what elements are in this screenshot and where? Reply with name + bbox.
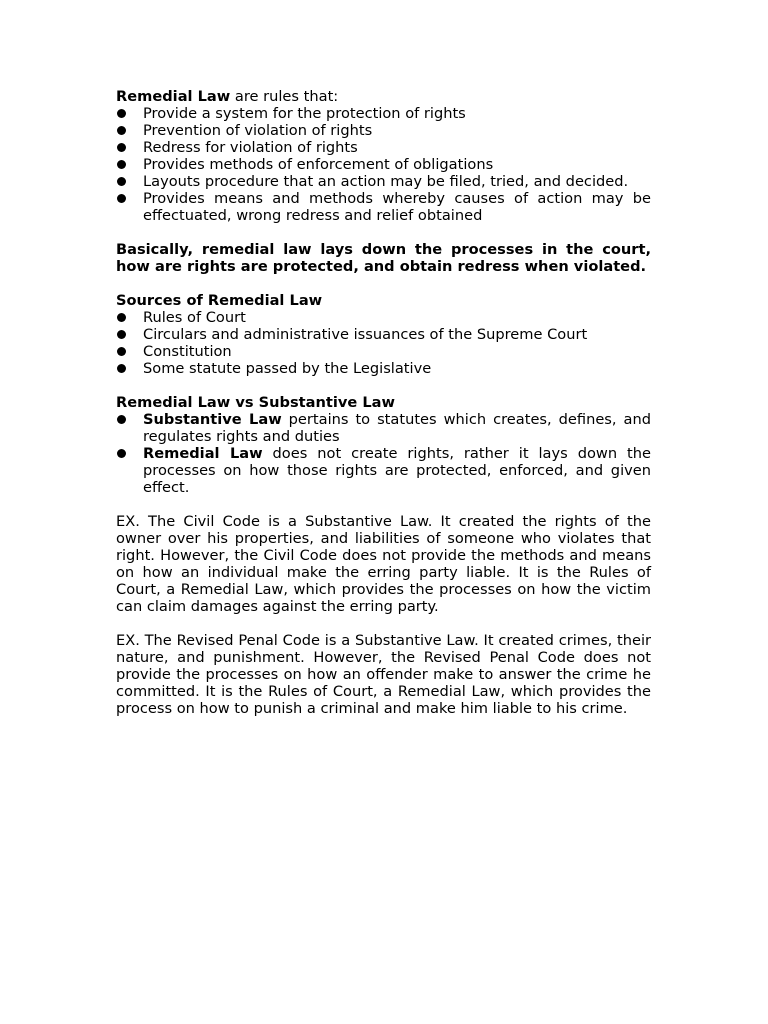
list-item: Constitution bbox=[116, 343, 651, 360]
bullet-icon bbox=[117, 126, 126, 135]
spacer bbox=[116, 377, 651, 394]
spacer bbox=[116, 615, 651, 632]
comparison-heading: Remedial Law vs Substantive Law bbox=[116, 394, 395, 411]
list-item: Redress for violation of rights bbox=[116, 139, 651, 156]
list-item: Some statute passed by the Legislative bbox=[116, 360, 651, 377]
list-item: Provides means and methods whereby causes of action may be effectuated, wrong redress and relief obtained bbox=[116, 190, 651, 224]
sources-list bbox=[116, 309, 651, 377]
bullet-icon bbox=[117, 330, 126, 339]
civil-code-example: EX. The Civil Code is a Substantive Law. It created the rights of the owner over his properties, and liabilities of someone who violates that right. However, the Civil Code does not provide the methods and means on how an individual make the erring party liable. It is the Rules of Court, a Remedial Law, which provides the processes on how the victim can claim damages against the erring party. bbox=[116, 513, 651, 615]
bullet-icon bbox=[117, 160, 126, 169]
bullet-icon bbox=[117, 194, 126, 203]
bullet-icon bbox=[117, 143, 126, 152]
list-item: Remedial Law does not create rights, rather it lays down the processes on how those rights are protected, enforced, and given effect. bbox=[116, 445, 651, 496]
intro-term: Remedial Law bbox=[116, 88, 231, 105]
remedial-term: Remedial Law bbox=[143, 445, 263, 462]
bullet-icon bbox=[117, 177, 126, 186]
spacer bbox=[116, 224, 651, 241]
substantive-term: Substantive Law bbox=[143, 411, 282, 428]
intro-rest: are rules that: bbox=[230, 88, 339, 105]
comparison-list bbox=[116, 411, 651, 496]
spacer bbox=[116, 496, 651, 513]
list-item: Provides methods of enforcement of obligations bbox=[116, 156, 651, 173]
list-item: Provide a system for the protection of rights bbox=[116, 105, 651, 122]
list-item: Rules of Court bbox=[116, 309, 651, 326]
list-item: Layouts procedure that an action may be filed, tried, and decided. bbox=[116, 173, 651, 190]
list-item: Prevention of violation of rights bbox=[116, 122, 651, 139]
document-page bbox=[116, 88, 651, 717]
bullet-icon bbox=[117, 364, 126, 373]
bullet-icon bbox=[117, 449, 126, 458]
bullet-icon bbox=[117, 109, 126, 118]
spacer bbox=[116, 275, 651, 292]
intro-line bbox=[116, 88, 651, 105]
list-item: Circulars and administrative issuances of the Supreme Court bbox=[116, 326, 651, 343]
summary-paragraph: Basically, remedial law lays down the processes in the court, how are rights are protected, and obtain redress when violated. bbox=[116, 241, 651, 275]
bullet-icon bbox=[117, 347, 126, 356]
list-item: Substantive Law pertains to statutes which creates, defines, and regulates rights and duties bbox=[116, 411, 651, 445]
intro-list bbox=[116, 105, 651, 224]
bullet-icon bbox=[117, 415, 126, 424]
penal-code-example: EX. The Revised Penal Code is a Substantive Law. It created crimes, their nature, and punishment. However, the Revised Penal Code does not provide the processes on how an offender make to answer the crime he committed. It is the Rules of Court, a Remedial Law, which provides the process on how to punish a criminal and make him liable to his crime. bbox=[116, 632, 651, 717]
sources-heading: Sources of Remedial Law bbox=[116, 292, 323, 309]
bullet-icon bbox=[117, 313, 126, 322]
